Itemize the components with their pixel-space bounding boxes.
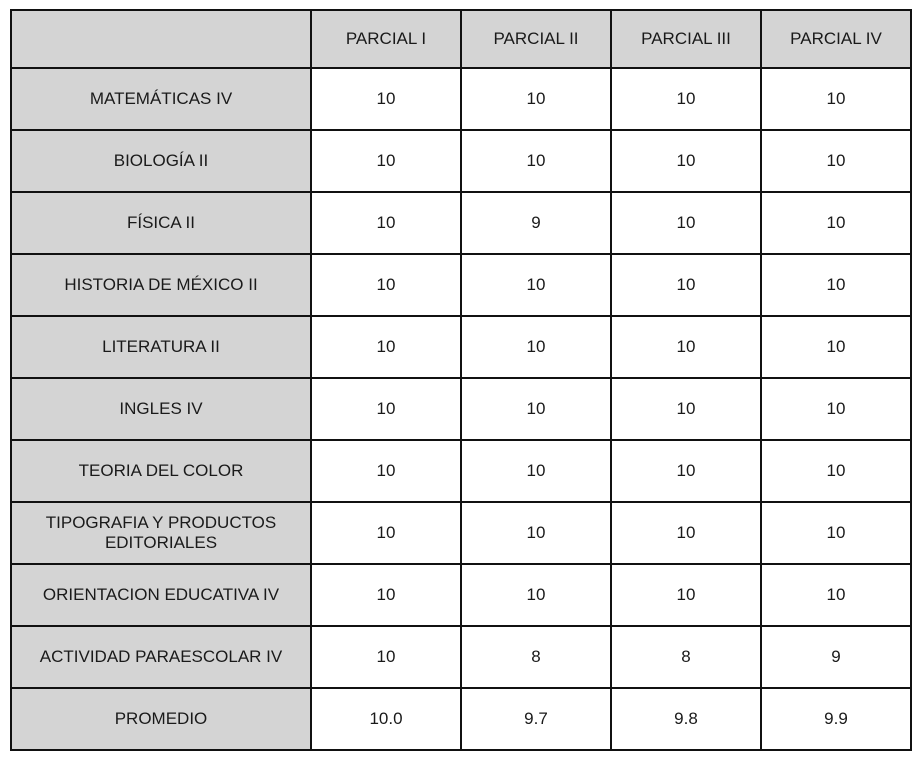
grade-cell: 8 xyxy=(611,626,761,688)
subject-cell: ACTIVIDAD PARAESCOLAR IV xyxy=(11,626,311,688)
grade-cell: 10 xyxy=(761,502,911,564)
grade-cell: 10 xyxy=(311,502,461,564)
grade-cell: 9 xyxy=(761,626,911,688)
subject-cell: BIOLOGÍA II xyxy=(11,130,311,192)
table-row xyxy=(11,502,911,564)
corner-cell xyxy=(11,10,311,68)
subject-cell: TEORIA DEL COLOR xyxy=(11,440,311,502)
grade-cell: 10 xyxy=(611,130,761,192)
grades-table xyxy=(10,9,912,751)
grade-cell: 10 xyxy=(761,192,911,254)
grade-cell: 10 xyxy=(611,502,761,564)
header-parcial-3: PARCIAL III xyxy=(611,10,761,68)
grade-cell: 10 xyxy=(761,254,911,316)
table-row xyxy=(11,130,911,192)
subject-cell: TIPOGRAFIA Y PRODUCTOS EDITORIALES xyxy=(11,502,311,564)
table-row xyxy=(11,316,911,378)
header-parcial-4: PARCIAL IV xyxy=(761,10,911,68)
grade-cell: 10 xyxy=(311,68,461,130)
grade-cell: 10 xyxy=(311,254,461,316)
header-parcial-1: PARCIAL I xyxy=(311,10,461,68)
subject-cell: HISTORIA DE MÉXICO II xyxy=(11,254,311,316)
grade-cell: 10 xyxy=(461,564,611,626)
grade-cell: 10 xyxy=(611,378,761,440)
header-parcial-2: PARCIAL II xyxy=(461,10,611,68)
table-row xyxy=(11,626,911,688)
average-cell: 9.7 xyxy=(461,688,611,750)
grade-cell: 10 xyxy=(461,378,611,440)
table-row xyxy=(11,378,911,440)
average-label-cell: PROMEDIO xyxy=(11,688,311,750)
grade-cell: 10 xyxy=(761,378,911,440)
grade-cell: 10 xyxy=(461,254,611,316)
grade-cell: 10 xyxy=(611,192,761,254)
subject-cell: ORIENTACION EDUCATIVA IV xyxy=(11,564,311,626)
grade-cell: 10 xyxy=(611,254,761,316)
grade-cell: 10 xyxy=(311,130,461,192)
grade-cell: 10 xyxy=(311,626,461,688)
average-cell: 9.8 xyxy=(611,688,761,750)
subject-cell: LITERATURA II xyxy=(11,316,311,378)
subject-cell: FÍSICA II xyxy=(11,192,311,254)
header-row xyxy=(11,10,911,68)
grade-cell: 10 xyxy=(311,564,461,626)
grade-cell: 10 xyxy=(461,440,611,502)
table-row xyxy=(11,192,911,254)
table-row xyxy=(11,254,911,316)
average-row xyxy=(11,688,911,750)
grade-cell: 10 xyxy=(761,68,911,130)
subject-cell: INGLES IV xyxy=(11,378,311,440)
grade-cell: 10 xyxy=(761,316,911,378)
grade-cell: 10 xyxy=(611,564,761,626)
table-row xyxy=(11,68,911,130)
grade-cell: 10 xyxy=(611,316,761,378)
grade-cell: 9 xyxy=(461,192,611,254)
grade-cell: 10 xyxy=(461,130,611,192)
grade-cell: 10 xyxy=(761,130,911,192)
grade-cell: 10 xyxy=(761,440,911,502)
grade-cell: 10 xyxy=(461,502,611,564)
grade-cell: 10 xyxy=(611,68,761,130)
grade-cell: 8 xyxy=(461,626,611,688)
table-row xyxy=(11,564,911,626)
grade-cell: 10 xyxy=(461,316,611,378)
grade-cell: 10 xyxy=(311,440,461,502)
grade-cell: 10 xyxy=(311,378,461,440)
grade-cell: 10 xyxy=(311,192,461,254)
grade-cell: 10 xyxy=(311,316,461,378)
grade-cell: 10 xyxy=(761,564,911,626)
grade-cell: 10 xyxy=(461,68,611,130)
grade-cell: 10 xyxy=(611,440,761,502)
subject-cell: MATEMÁTICAS IV xyxy=(11,68,311,130)
table-row xyxy=(11,440,911,502)
average-cell: 10.0 xyxy=(311,688,461,750)
average-cell: 9.9 xyxy=(761,688,911,750)
